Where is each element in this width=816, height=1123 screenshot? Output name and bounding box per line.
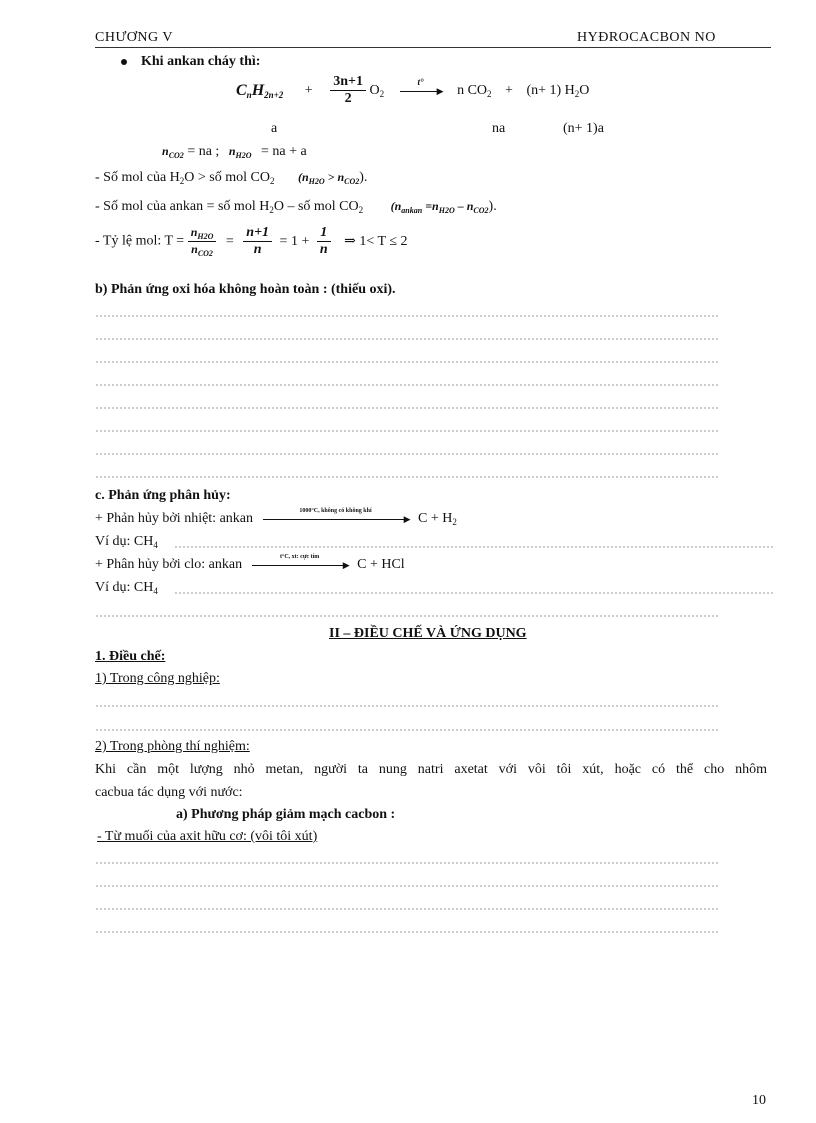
example-2: Ví dụ: $CH_4$	[95, 580, 158, 596]
fill-line	[95, 315, 719, 317]
fill-line	[95, 705, 719, 707]
fill-line	[95, 862, 719, 864]
header-rule	[95, 47, 771, 48]
from-salt-heading: - Từ muối của axit hữu cơ: (vôi tôi xút)	[97, 829, 318, 844]
fill-line	[95, 615, 719, 617]
chlorine-decomposition: + Phân hủy bởi clo: ankan t°C, xt: cực tím ▶ C + HCl	[95, 554, 405, 572]
lab-paragraph-line-1: Khi cần một lượng nhỏ metan, người ta nung natri axetat với vôi tôi xút, hoặc có thể cho nhôm	[95, 762, 767, 777]
mol-equalities: $n_{CO2}$ = na ; $n_{H2O}$ = na + a	[162, 144, 307, 160]
ankan-mol-line: - Số mol của ankan = số mol $H_2O$ – số mol $CO_2$ $(n_{ankan} =n_{H2O} - n_{CO2})$.	[95, 199, 497, 215]
lab-paragraph-line-2: cacbua tác dụng với nước:	[95, 785, 243, 800]
thermal-decomposition: + Phản hủy bởi nhiệt: ankan 1000°C, không có không khí ▶ $C + H_2$	[95, 508, 457, 527]
section-b-title: b) Phản ứng oxi hóa không hoàn toàn : (thiếu oxi).	[95, 282, 396, 297]
amount-n1a: (n+ 1)a	[563, 121, 604, 136]
fill-line	[95, 384, 719, 386]
amount-na: na	[492, 121, 506, 136]
example-1: Ví dụ: $CH_4$	[95, 534, 158, 550]
fill-line	[95, 361, 719, 363]
header-topic: HYĐROCACBON NO	[577, 30, 716, 45]
page-number: 10	[752, 1093, 766, 1108]
fill-line	[95, 885, 719, 887]
section-c-title: c. Phản ứng phân hủy:	[95, 488, 231, 503]
method-a-heading: a) Phương pháp giảm mạch cacbon :	[176, 807, 396, 822]
industry-heading: 1) Trong công nghiệp:	[95, 671, 220, 686]
lab-heading: 2) Trong phòng thí nghiệm:	[95, 739, 250, 754]
fill-line	[95, 931, 719, 933]
combustion-intro: Khi ankan cháy thì:	[121, 54, 260, 70]
fill-line	[174, 546, 774, 548]
fill-line	[95, 476, 719, 478]
subsection-preparation: 1. Điều chế:	[95, 649, 166, 664]
fill-line	[95, 430, 719, 432]
combustion-equation: $C_nH_{2n+2}$ + $\frac{3n+1}{2}$ $O_2$ t° ▶ n $CO_2 + (n+ 1)$ $H_2O$	[236, 74, 590, 106]
mol-ratio-line: - Tỷ lệ mol: T = $\frac{n_{H2O}}{n_{CO2}}$ = $\frac{n+1}{n}$ = 1 + $\frac{1}{n}$ ⇒ 1< T ≤ 2	[95, 225, 408, 258]
h2o-vs-co2-line: - Số mol của $H_2O$ > số mol $CO_2$ $(n_{H2O} > n_{CO2})$.	[95, 170, 368, 186]
bullet-icon	[121, 59, 127, 65]
fill-line	[174, 592, 774, 594]
fill-line	[95, 407, 719, 409]
fill-line	[95, 729, 719, 731]
fill-line	[95, 453, 719, 455]
fill-line	[95, 908, 719, 910]
amount-a: a	[271, 121, 278, 136]
section-ii-title: II – ĐIỀU CHẾ VÀ ỨNG DỤNG	[329, 626, 527, 641]
header-chapter: CHƯƠNG V	[95, 30, 173, 45]
fill-line	[95, 338, 719, 340]
